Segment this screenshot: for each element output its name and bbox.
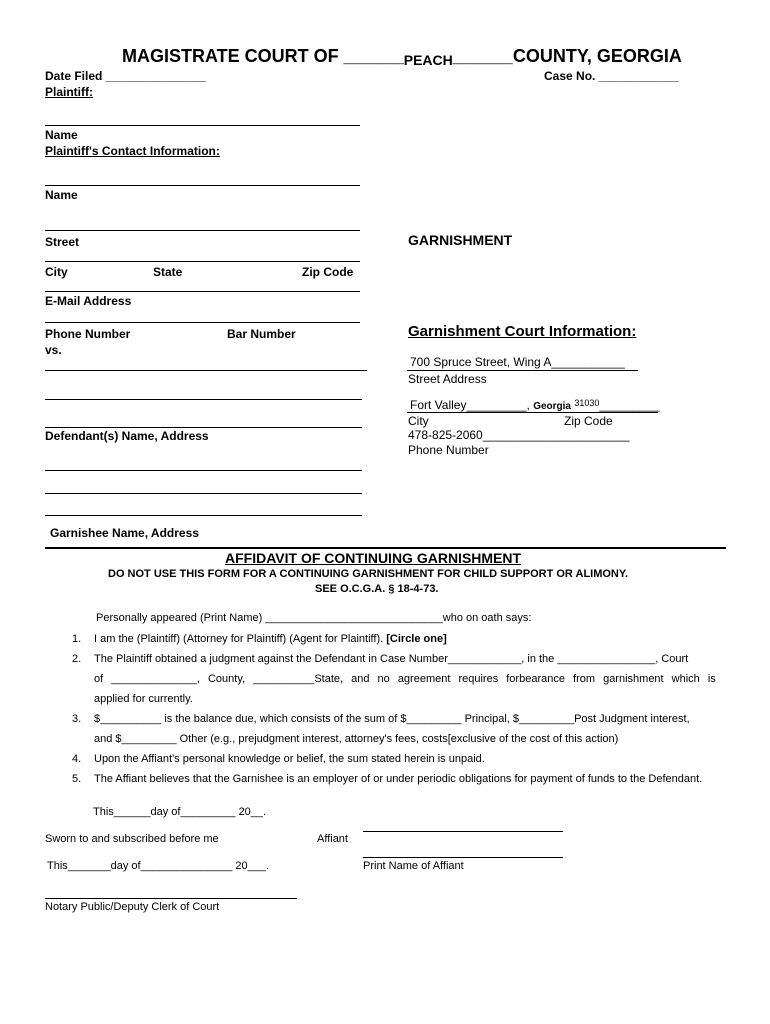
item-1-number: 1. — [72, 633, 82, 645]
affidavit-warning-1: DO NOT USE THIS FORM FOR A CONTINUING GARNISHMENT FOR CHILD SUPPORT OR ALIMONY. — [108, 568, 629, 580]
affidavit-title: AFFIDAVIT OF CONTINUING GARNISHMENT — [225, 550, 522, 566]
court-zip-blank: _________ — [599, 398, 660, 412]
garnishee-label: Garnishee Name, Address — [50, 526, 199, 540]
court-street-label: Street Address — [408, 372, 487, 386]
item-4-text: Upon the Affiant's personal knowledge or belief, the sum stated herein is unpaid. — [94, 753, 485, 765]
date-filed: Date Filed _______________ — [45, 69, 206, 83]
court-city-text: Fort Valley_________, — [410, 398, 530, 412]
title-suffix: COUNTY, GEORGIA — [512, 46, 682, 66]
defendant-label: Defendant(s) Name, Address — [45, 429, 209, 443]
plaintiff-name-line — [45, 125, 360, 126]
item-5-number: 5. — [72, 773, 82, 785]
defendant-line-2 — [45, 399, 362, 400]
garnishment-heading: GARNISHMENT — [408, 232, 513, 248]
item-1-body: I am the (Plaintiff) (Attorney for Plaintiff) (Agent for Plaintiff). — [94, 633, 384, 645]
affiant-signature-line — [363, 831, 563, 832]
section-divider — [45, 547, 726, 549]
sworn-text: Sworn to and subscribed before me — [45, 833, 219, 845]
city-line — [45, 261, 360, 262]
court-city-label: City — [408, 414, 429, 428]
vs-label: vs. — [45, 343, 62, 357]
contact-name-line — [45, 185, 360, 186]
garnishee-line-1 — [45, 470, 362, 471]
item-4-number: 4. — [72, 753, 82, 765]
street-line — [45, 230, 360, 231]
title-blank-post: ______ — [452, 46, 513, 66]
email-label: E-Mail Address — [45, 294, 132, 308]
item-3-line-2: and $_________ Other (e.g., prejudgment interest, attorney's fees, costs[exclusive of the cost of this action) — [94, 733, 619, 745]
state-label: State — [153, 265, 183, 279]
plaintiff-heading: Plaintiff: — [45, 85, 93, 99]
court-zip-label: Zip Code — [564, 414, 613, 428]
garnishee-line-2 — [45, 493, 362, 494]
title-prefix: MAGISTRATE COURT OF — [122, 46, 344, 66]
notary-signature-line — [45, 898, 297, 899]
contact-info-heading: Plaintiff's Contact Information: — [45, 144, 220, 158]
phone-label: Phone Number — [45, 327, 131, 341]
bar-number-label: Bar Number — [227, 327, 296, 341]
defendant-line-3 — [45, 427, 362, 428]
item-3-number: 3. — [72, 713, 82, 725]
print-name-line — [363, 857, 563, 858]
court-phone-label: Phone Number — [408, 443, 489, 457]
email-line — [45, 291, 360, 292]
court-street-value: 700 Spruce Street, Wing A___________ — [410, 355, 625, 369]
item-2-line-3: applied for currently. — [94, 693, 193, 705]
plaintiff-name-label: Name — [45, 128, 78, 142]
item-5-text: The Affiant believes that the Garnishee is an employer of or under periodic obligations for payment of funds to the Defendant. — [94, 773, 703, 785]
court-phone-value: 478-825-2060______________________ — [408, 428, 630, 442]
item-3-line-1: $__________ is the balance due, which consists of the sum of $_________ Principal, $_________Post Judgment interest, — [94, 713, 690, 725]
affidavit-intro: Personally appeared (Print Name) _____________________________who on oath says: — [96, 612, 532, 624]
city-label: City — [45, 265, 68, 279]
this-day-line-1: This______day of_________ 20__. — [93, 806, 267, 818]
item-2-line-2: of ______________, County, __________State, and no agreement requires forbearance from garnishment which is — [94, 673, 716, 685]
contact-name-label: Name — [45, 188, 78, 202]
item-1-text — [94, 633, 447, 645]
court-info-heading: Garnishment Court Information: — [408, 323, 637, 340]
case-number: Case No. ____________ — [544, 69, 679, 83]
item-1-circle-one: [Circle one] — [383, 633, 447, 645]
court-city-value — [410, 398, 659, 412]
page-title — [122, 46, 682, 67]
title-blank-pre: ______ — [343, 46, 404, 66]
this-day-line-2: This_______day of_______________ 20___. — [47, 860, 270, 872]
affiant-label: Affiant — [317, 833, 348, 845]
item-2-line-1: The Plaintiff obtained a judgment against the Defendant in Case Number____________, in the ________________, Court — [94, 653, 689, 665]
county-name: PEACH — [403, 52, 453, 68]
zip-label: Zip Code — [302, 265, 354, 279]
court-city-underline — [407, 412, 658, 413]
phone-line — [45, 322, 360, 323]
notary-label: Notary Public/Deputy Clerk of Court — [45, 901, 220, 913]
court-state-text: Georgia — [533, 401, 571, 412]
court-zip-text: 31030 — [574, 398, 600, 408]
street-label: Street — [45, 235, 80, 249]
print-name-label: Print Name of Affiant — [363, 860, 464, 872]
garnishee-line-3 — [45, 515, 362, 516]
defendant-line-1 — [45, 370, 367, 371]
item-2-number: 2. — [72, 653, 82, 665]
court-street-underline — [407, 370, 638, 371]
affidavit-warning-2: SEE O.C.G.A. § 18-4-73. — [315, 583, 439, 595]
